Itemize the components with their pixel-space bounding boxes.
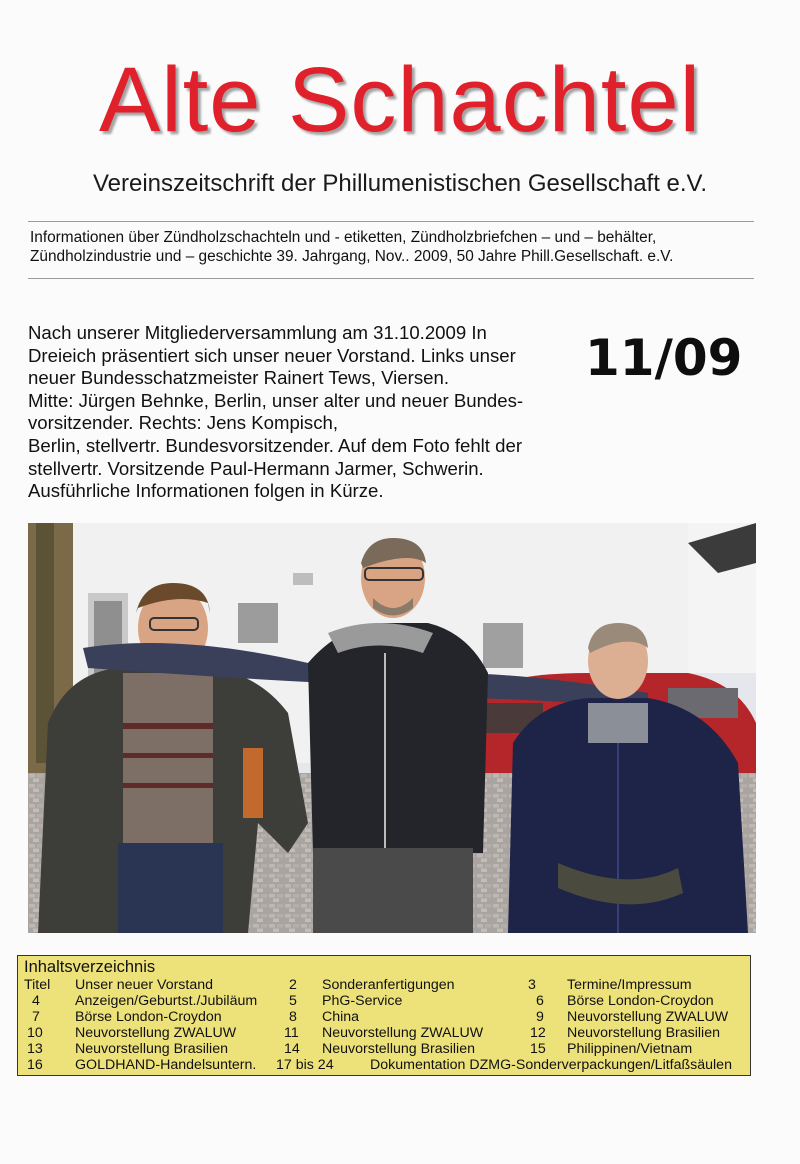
toc-label: Neuvorstellung Brasilien — [322, 1041, 475, 1057]
toc-page: 15 — [530, 1041, 546, 1057]
toc-label: Neuvorstellung ZWALUW — [567, 1009, 729, 1025]
toc-row — [18, 993, 750, 1009]
toc-page: 13 — [27, 1041, 43, 1057]
info-line: Informationen über Zündholzschachteln und - etiketten, Zündholzbriefchen – und – behälter, — [30, 229, 657, 246]
masthead-subtitle: Vereinszeitschrift der Phillumenistischen Gesellschaft e.V. — [92, 170, 708, 197]
toc-page: 8 — [289, 1009, 297, 1025]
masthead-title: Alte Schachtel — [98, 49, 702, 151]
info-line: Zündholzindustrie und – geschichte 39. Jahrgang, Nov.. 2009, 50 Jahre Phill.Gesellschaft. e.V. — [30, 248, 674, 265]
toc-row — [18, 1057, 750, 1073]
toc-row — [18, 1009, 750, 1025]
toc-label: Neuvorstellung ZWALUW — [75, 1025, 237, 1041]
toc-label: Neuvorstellung Brasilien — [75, 1041, 228, 1057]
toc-page: 2 — [289, 977, 297, 993]
toc-label: Unser neuer Vorstand — [75, 977, 214, 993]
toc-row — [18, 1025, 750, 1041]
issue-number: 11/09 — [585, 329, 743, 387]
toc-label: PhG-Service — [322, 993, 403, 1009]
toc-page: 9 — [536, 1009, 544, 1025]
toc-label: Neuvorstellung ZWALUW — [322, 1025, 484, 1041]
divider-top — [28, 221, 754, 222]
toc-row — [18, 977, 750, 993]
toc-page: 3 — [528, 977, 536, 993]
toc-row — [18, 1041, 750, 1057]
toc-page: 10 — [27, 1025, 43, 1041]
toc-page: 16 — [27, 1057, 43, 1073]
board-photo-illustration — [28, 523, 756, 933]
toc-label: Börse London-Croydon — [567, 993, 714, 1009]
toc-page: 11 — [284, 1025, 299, 1041]
toc-page: 14 — [284, 1041, 300, 1057]
table-of-contents — [17, 955, 751, 1076]
intro-line: vorsitzender. Rechts: Jens Kompisch, — [28, 412, 339, 434]
toc-page: 12 — [530, 1025, 546, 1041]
toc-page: 7 — [32, 1009, 40, 1025]
info-block — [30, 228, 760, 266]
toc-label: Philippinen/Vietnam — [567, 1041, 693, 1057]
intro-line: neuer Bundesschatzmeister Rainert Tews, Viersen. — [28, 367, 449, 389]
intro-line: Nach unserer Mitgliederversammlung am 31.10.2009 In — [28, 322, 487, 343]
toc-page: 4 — [32, 993, 40, 1009]
intro-line: Berlin, stellvertr. Bundesvorsitzender. Auf dem Foto fehlt der — [28, 434, 523, 456]
toc-label: Termine/Impressum — [567, 977, 692, 993]
toc-label: Börse London-Croydon — [75, 1009, 222, 1025]
toc-label: Dokumentation DZMG-Sonderverpackungen/Litfaßsäulen — [370, 1057, 732, 1073]
intro-text — [28, 322, 568, 503]
toc-label: Neuvorstellung Brasilien — [567, 1025, 720, 1041]
toc-label: China — [322, 1009, 360, 1025]
intro-line: Mitte: Jürgen Behnke, Berlin, unser alter und neuer Bundes- — [28, 389, 524, 411]
toc-label: Anzeigen/Geburtst./Jubiläum — [75, 993, 258, 1009]
intro-line: stellvertr. Vorsitzende Paul-Hermann Jarmer, Schwerin. — [28, 457, 484, 479]
toc-heading: Inhaltsverzeichnis — [24, 958, 156, 976]
toc-page: 6 — [536, 993, 544, 1009]
intro-line: Ausführliche Informationen folgen in Kürze. — [28, 480, 384, 502]
intro-line: Dreieich präsentiert sich unser neuer Vorstand. Links unser — [28, 344, 516, 366]
toc-label: Sonderanfertigungen — [322, 977, 455, 993]
board-photo — [28, 523, 756, 933]
toc-label: GOLDHAND-Handelsuntern. — [75, 1057, 257, 1073]
divider-bottom — [28, 278, 754, 279]
toc-page: 5 — [289, 993, 297, 1009]
toc-page: Titel — [24, 977, 51, 993]
toc-page: 17 bis 24 — [276, 1057, 334, 1073]
